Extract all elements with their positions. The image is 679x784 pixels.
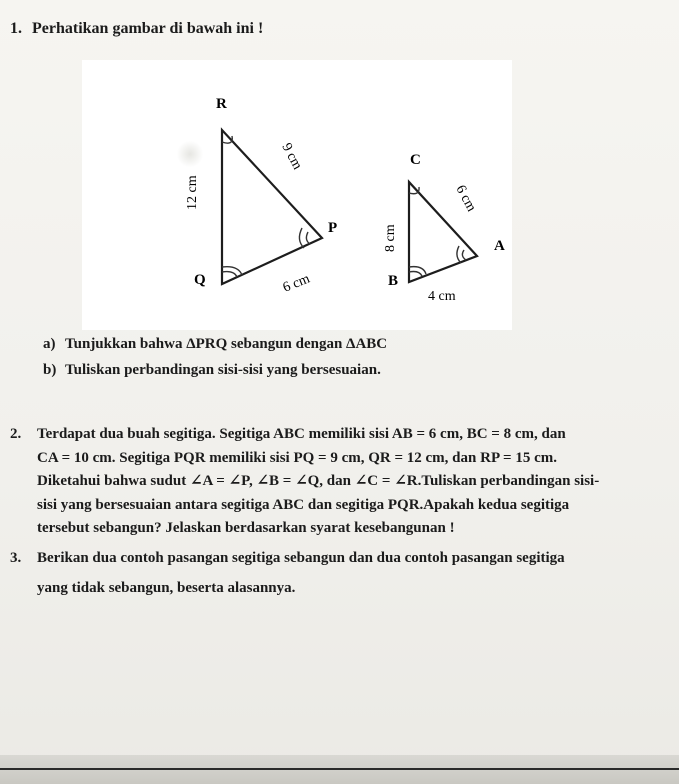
question-2-line-3: Diketahui bahwa sudut ∠A = ∠P, ∠B = ∠Q, dan ∠C = ∠R.Tuliskan perbandingan sisi- <box>37 473 600 489</box>
angle-p-mark-1 <box>306 232 310 244</box>
question-2-line-1: Terdapat dua buah segitiga. Segitiga ABC memiliki sisi AB = 6 cm, BC = 8 cm, dan <box>37 426 566 442</box>
question-1-number: 1. <box>10 20 22 37</box>
side-rp-label: 9 cm <box>278 140 305 173</box>
question-1-part-b <box>43 362 381 379</box>
vertex-p-label: P <box>328 220 338 236</box>
vertex-q-label: Q <box>194 272 206 288</box>
side-ca-label: 6 cm <box>452 182 479 215</box>
side-rq-label: 12 cm <box>185 175 200 210</box>
question-3-line-2: yang tidak sebangun, beserta alasannya. <box>37 579 296 596</box>
angle-q-mark-1 <box>222 272 237 277</box>
question-2-number: 2. <box>10 426 22 442</box>
vertex-c-label: C <box>410 152 421 168</box>
triangles-svg <box>82 60 512 330</box>
angle-a-mark-1 <box>462 250 466 260</box>
vertex-a-label: A <box>494 238 505 254</box>
triangle-abc <box>383 152 505 304</box>
question-2-line-5: tersebut sebangun? Jelaskan berdasarkan syarat kesebangunan ! <box>37 520 455 536</box>
angle-b-mark-2 <box>409 267 426 274</box>
angle-a-mark-2 <box>457 246 461 263</box>
angle-q-mark-2 <box>222 267 242 275</box>
angle-p-mark-2 <box>299 228 304 248</box>
question-3-number: 3. <box>10 550 22 566</box>
side-cb-label: 8 cm <box>383 224 398 252</box>
question-1-part-a <box>43 336 387 353</box>
question-1-text: Perhatikan gambar di bawah ini ! <box>32 20 264 37</box>
part-b-label: b) <box>43 362 57 378</box>
question-1-heading <box>10 20 263 38</box>
question-3-line-1: Berikan dua contoh pasangan segitiga sebangun dan dua contoh pasangan segitiga <box>37 550 565 566</box>
vertex-r-label: R <box>216 96 227 112</box>
question-3 <box>10 547 660 600</box>
question-2 <box>10 423 660 541</box>
question-2-line-4: sisi yang bersesuaian antara segitiga ABC dan segitiga PQR.Apakah kedua segitiga <box>37 496 570 513</box>
angle-b-mark-1 <box>409 272 422 277</box>
question-2-line-2: CA = 10 cm. Segitiga PQR memiliki sisi PQ = 9 cm, QR = 12 cm, dan RP = 15 cm. <box>37 449 557 466</box>
part-a-label: a) <box>43 336 56 352</box>
similar-triangles-figure <box>82 60 512 330</box>
side-ba-label: 4 cm <box>428 289 456 304</box>
part-a-text: Tunjukkan bahwa ΔPRQ sebangun dengan ΔABC <box>65 336 388 352</box>
triangle-prq <box>185 96 337 296</box>
vertex-b-label: B <box>388 273 399 289</box>
page-bottom-line <box>0 768 679 770</box>
part-b-text: Tuliskan perbandingan sisi-sisi yang bersesuaian. <box>65 362 381 378</box>
side-qp-label: 6 cm <box>280 271 313 296</box>
